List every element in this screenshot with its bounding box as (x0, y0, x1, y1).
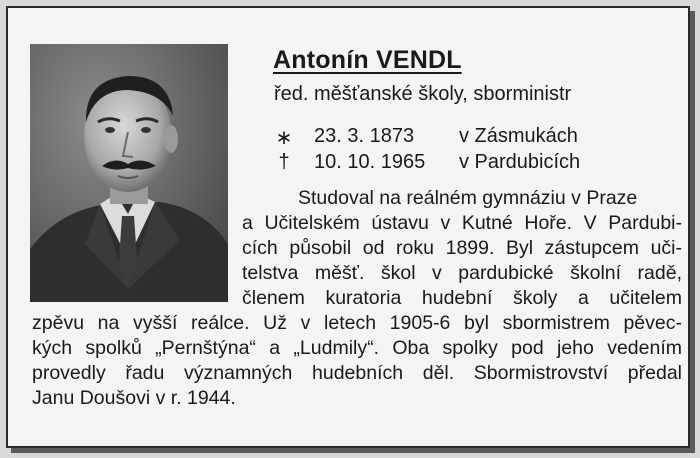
bio-line: členem kuratoria hudební školy a učitelem (242, 287, 682, 309)
bio-line: a Učitelském ústavu v Kutné Hoře. V Pardubi- (242, 212, 682, 234)
bio-line: telstva měšť. škol v pardubické školní radě, (242, 262, 682, 284)
bio-line: cích působil od roku 1899. Byl zástupcem uči- (242, 237, 682, 259)
person-name: Antonín VENDL (273, 46, 462, 74)
bio-line: kých spolků „Pernštýna“ a „Ludmily“. Oba spolky pod jeho vedením (32, 337, 682, 359)
bio-line: provedly řadu významných hudebních děl. Sbormistrovství předal (32, 362, 682, 384)
death-symbol: † (278, 151, 290, 173)
death-place: v Pardubicích (459, 151, 581, 173)
birth-date: 23. 3. 1873 (314, 125, 415, 147)
birth-symbol: ∗ (275, 127, 293, 149)
portrait-photo (30, 44, 228, 302)
birth-place: v Zásmukách (459, 125, 578, 147)
death-date: 10. 10. 1965 (314, 151, 426, 173)
bio-line: Janu Doušovi v r. 1944. (32, 387, 236, 409)
document-frame (6, 6, 690, 448)
bio-line: Studoval na reálném gymnáziu v Praze (298, 187, 638, 209)
person-role: řed. měšťanské školy, sborministr (274, 83, 572, 105)
bio-line: zpěvu na vyšší reálce. Už v letech 1905-6 byl sbormistrem pěvec- (32, 312, 682, 334)
